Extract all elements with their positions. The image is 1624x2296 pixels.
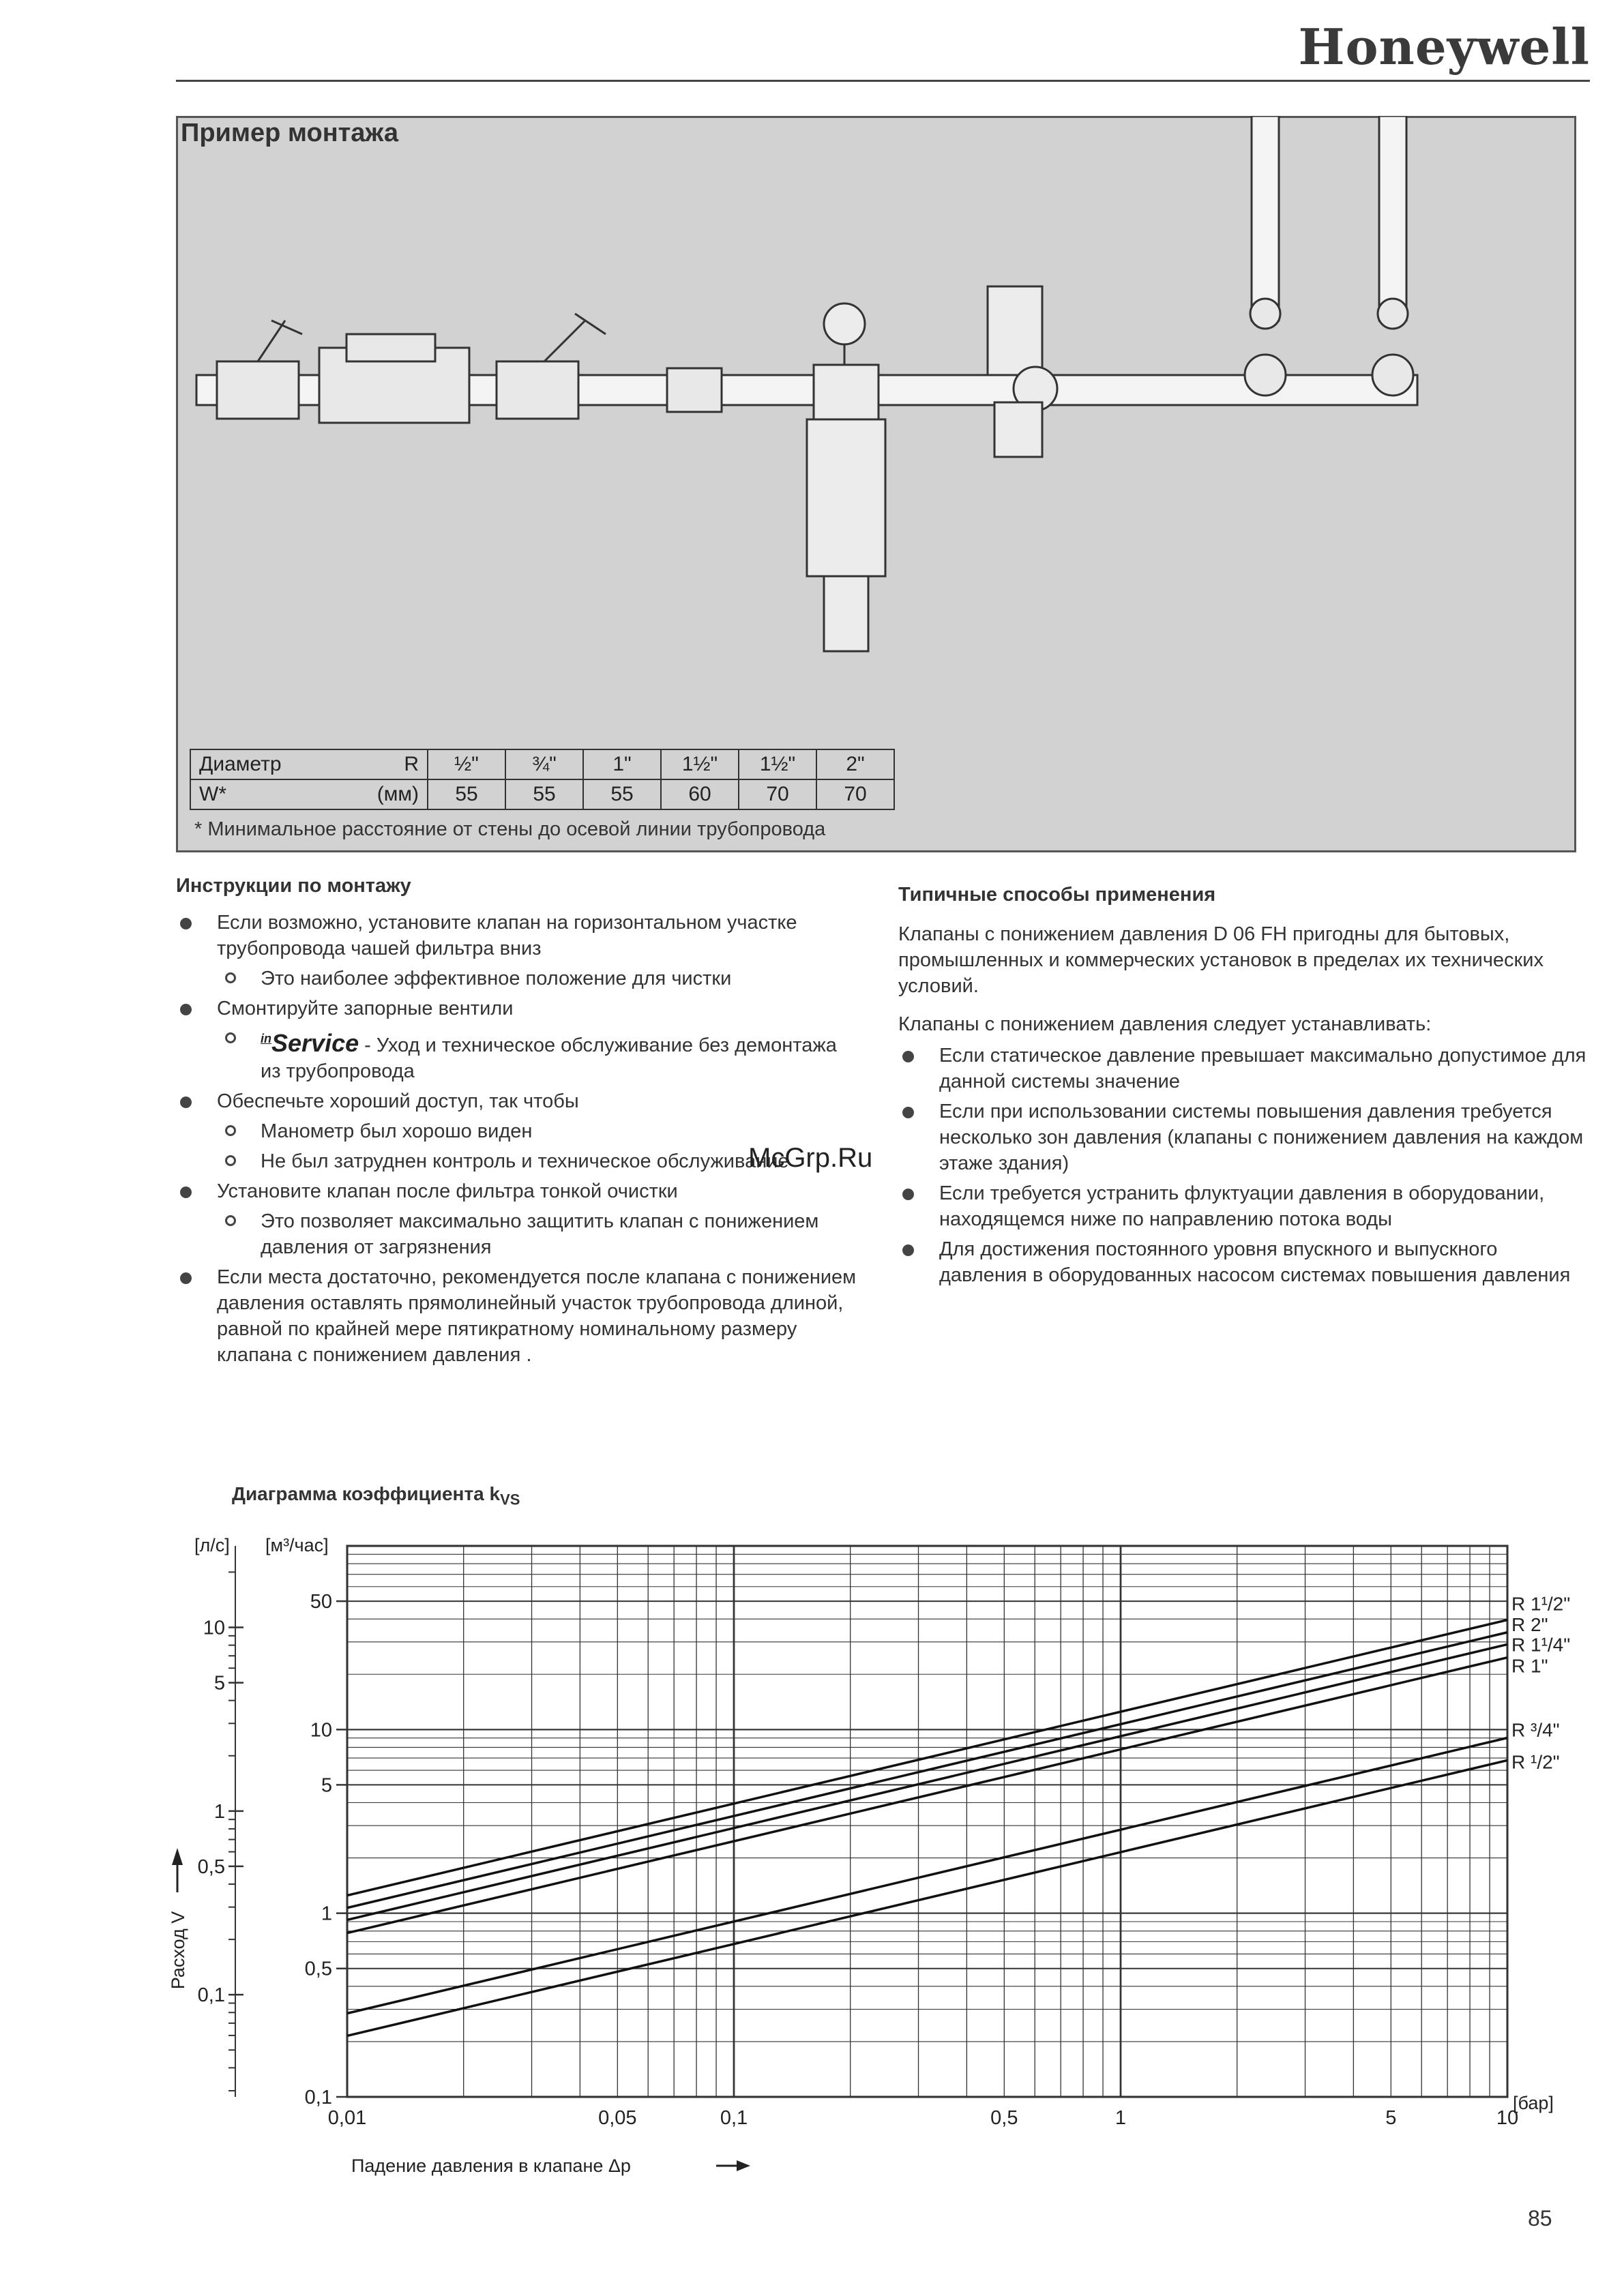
m3h-tick-label: 0,5 [304, 1958, 332, 1980]
brand-logo: Honeywell [1298, 18, 1590, 76]
chart-title: Диаграмма коэффициента $k_{VS}$ [232, 1483, 520, 1508]
list-item: Это позволяет максимально защитить клапан с понижением давления от загрязнения [176, 1208, 858, 1260]
branch-valve-2-icon [1372, 299, 1413, 396]
list-item: Если требуется устранить флуктуации давления в оборудовании, находящемся ниже по направлению потока воды [898, 1180, 1587, 1232]
series-line [347, 1760, 1507, 2036]
x-tick-label: 0,5 [990, 2107, 1018, 2129]
applications-intro-1: Клапаны с понижением давления D 06 FH пригодны для бытовых, промышленных и коммерческих установок в пределах их технических условий. [898, 923, 1544, 997]
applications-intro-2: Клапаны с понижением давления следует устанавливать: [898, 1013, 1432, 1035]
series-label: R ³/4" [1511, 1719, 1560, 1741]
ls-tick-label: 1 [213, 1800, 225, 1823]
table-cell: 2" [816, 749, 894, 779]
installation-illustration [176, 116, 1576, 730]
list-item: Манометр был хорошо виден [176, 1118, 858, 1144]
table-cell: Диаметр R [190, 749, 428, 779]
list-item: Для достижения постоянного уровня впускного и выпускного давления в оборудованных насосом системах повышения давления [898, 1236, 1587, 1288]
pressure-reducing-valve-icon [988, 286, 1057, 457]
fine-filter-icon [807, 303, 885, 651]
x-tick-label: 5 [1385, 2107, 1397, 2129]
x-unit-label: [бар] [1513, 2093, 1554, 2113]
table-cell: ¾" [505, 749, 583, 779]
x-tick-label: 0,05 [598, 2107, 637, 2129]
series-label: R ¹/2" [1511, 1751, 1560, 1773]
table-row [190, 749, 894, 779]
m3h-tick-label: 10 [310, 1719, 332, 1742]
series-line [347, 1644, 1507, 1920]
table-cell: 1½" [739, 749, 816, 779]
list-item: Если при использовании системы повышения давления требуется несколько зон давления (клапаны с понижением давления на каждом этаже здания) [898, 1099, 1587, 1176]
series-label: R 1¹/2" [1511, 1593, 1571, 1615]
series-line [347, 1658, 1507, 1933]
check-valve-icon [667, 368, 722, 412]
list-item: Если возможно, установите клапан на горизонтальном участке трубопровода чашей фильтра вниз [176, 910, 858, 961]
table-cell: 60 [661, 779, 739, 809]
page-number: 85 [1528, 2206, 1552, 2231]
list-item: Если места достаточно, рекомендуется после клапана с понижением давления оставлять прямолинейный участок трубопровода длиной, равной по крайней мере пятикратному номинальному размеру клапана с понижением давления . [176, 1264, 858, 1368]
table-row [190, 779, 894, 809]
shutoff-valve-1-icon [217, 320, 302, 419]
m3h-tick-label: 1 [321, 1903, 332, 1925]
chart-grid [228, 1546, 1507, 2097]
list-item: Установите клапан после фильтра тонкой очистки [176, 1178, 858, 1204]
header-divider [176, 80, 1590, 82]
table-cell: 55 [505, 779, 583, 809]
m3h-tick-label: 50 [310, 1591, 332, 1613]
chart-labels [168, 1535, 1570, 2176]
dimension-table [190, 749, 895, 810]
ls-tick-label: 10 [203, 1617, 225, 1639]
table-cell: 1½" [661, 749, 739, 779]
x-tick-label: 1 [1114, 2107, 1127, 2129]
instructions-section [176, 875, 858, 1372]
table-cell: 55 [583, 779, 661, 809]
ls-tick-label: 0,1 [197, 1984, 225, 2007]
instructions-title: Инструкции по монтажу [176, 875, 411, 897]
table-cell: 1" [583, 749, 661, 779]
table-cell: 70 [816, 779, 894, 809]
ls-unit-label: [л/с] [194, 1535, 230, 1555]
m3h-unit-label: [м³/час] [265, 1535, 329, 1555]
table-cell: 55 [428, 779, 505, 809]
list-item: $^{in}$Service - Уход и техническое обслуживание без демонтажа из трубопровода [176, 1026, 858, 1084]
series-label: R 1¹/4" [1511, 1634, 1571, 1656]
list-item: Если статическое давление превышает максимально допустимое для данной системы значение [898, 1043, 1587, 1094]
y-axis-arrowhead-icon [172, 1848, 183, 1865]
water-meter-icon [319, 334, 469, 423]
list-item: Смонтируйте запорные вентили [176, 996, 858, 1022]
x-tick-label: 0,01 [327, 2107, 367, 2129]
watermark: McGrp.Ru [748, 1143, 873, 1173]
applications-section [898, 884, 1587, 1292]
branch-valve-1-icon [1245, 299, 1286, 396]
riser-pipe-1 [1252, 116, 1279, 320]
chart-series [347, 1620, 1507, 2036]
instructions-list [176, 910, 858, 1368]
table-cell: ½" [428, 749, 505, 779]
ls-tick-label: 0,5 [197, 1855, 225, 1878]
table-cell: W* (мм) [190, 779, 428, 809]
table-footnote: * Минимальное расстояние от стены до осевой линии трубопровода [194, 818, 826, 840]
table-cell: 70 [739, 779, 816, 809]
series-label: R 1" [1511, 1655, 1548, 1677]
panel-title: Пример монтажа [181, 119, 398, 147]
inservice-logo: $^{in}$Service [261, 1029, 359, 1057]
ls-tick-label: 5 [213, 1672, 225, 1695]
plot-frame [347, 1546, 1507, 2097]
x-tick-label: 10 [1496, 2107, 1519, 2129]
kvs-chart [150, 1514, 1616, 2182]
applications-title: Типичные способы применения [898, 884, 1216, 906]
x-axis-title: Падение давления в клапане Δp [351, 2156, 631, 2176]
list-item: Обеспечьте хороший доступ, так чтобы [176, 1088, 858, 1114]
list-item: Это наиболее эффективное положение для чистки [176, 966, 858, 992]
list-item: Не был затруднен контроль и техническое обслуживание [176, 1148, 858, 1174]
y-axis-title: Расход V [168, 1911, 188, 1990]
applications-list [898, 1043, 1587, 1288]
x-axis-arrowhead-icon [737, 2160, 750, 2171]
series-label: R 2" [1511, 1613, 1548, 1635]
x-tick-label: 0,1 [720, 2107, 748, 2129]
m3h-tick-label: 5 [321, 1774, 332, 1797]
series-line [347, 1738, 1507, 2013]
m3h-tick-label: 0,1 [304, 2087, 332, 2108]
riser-pipe-2 [1379, 116, 1406, 320]
